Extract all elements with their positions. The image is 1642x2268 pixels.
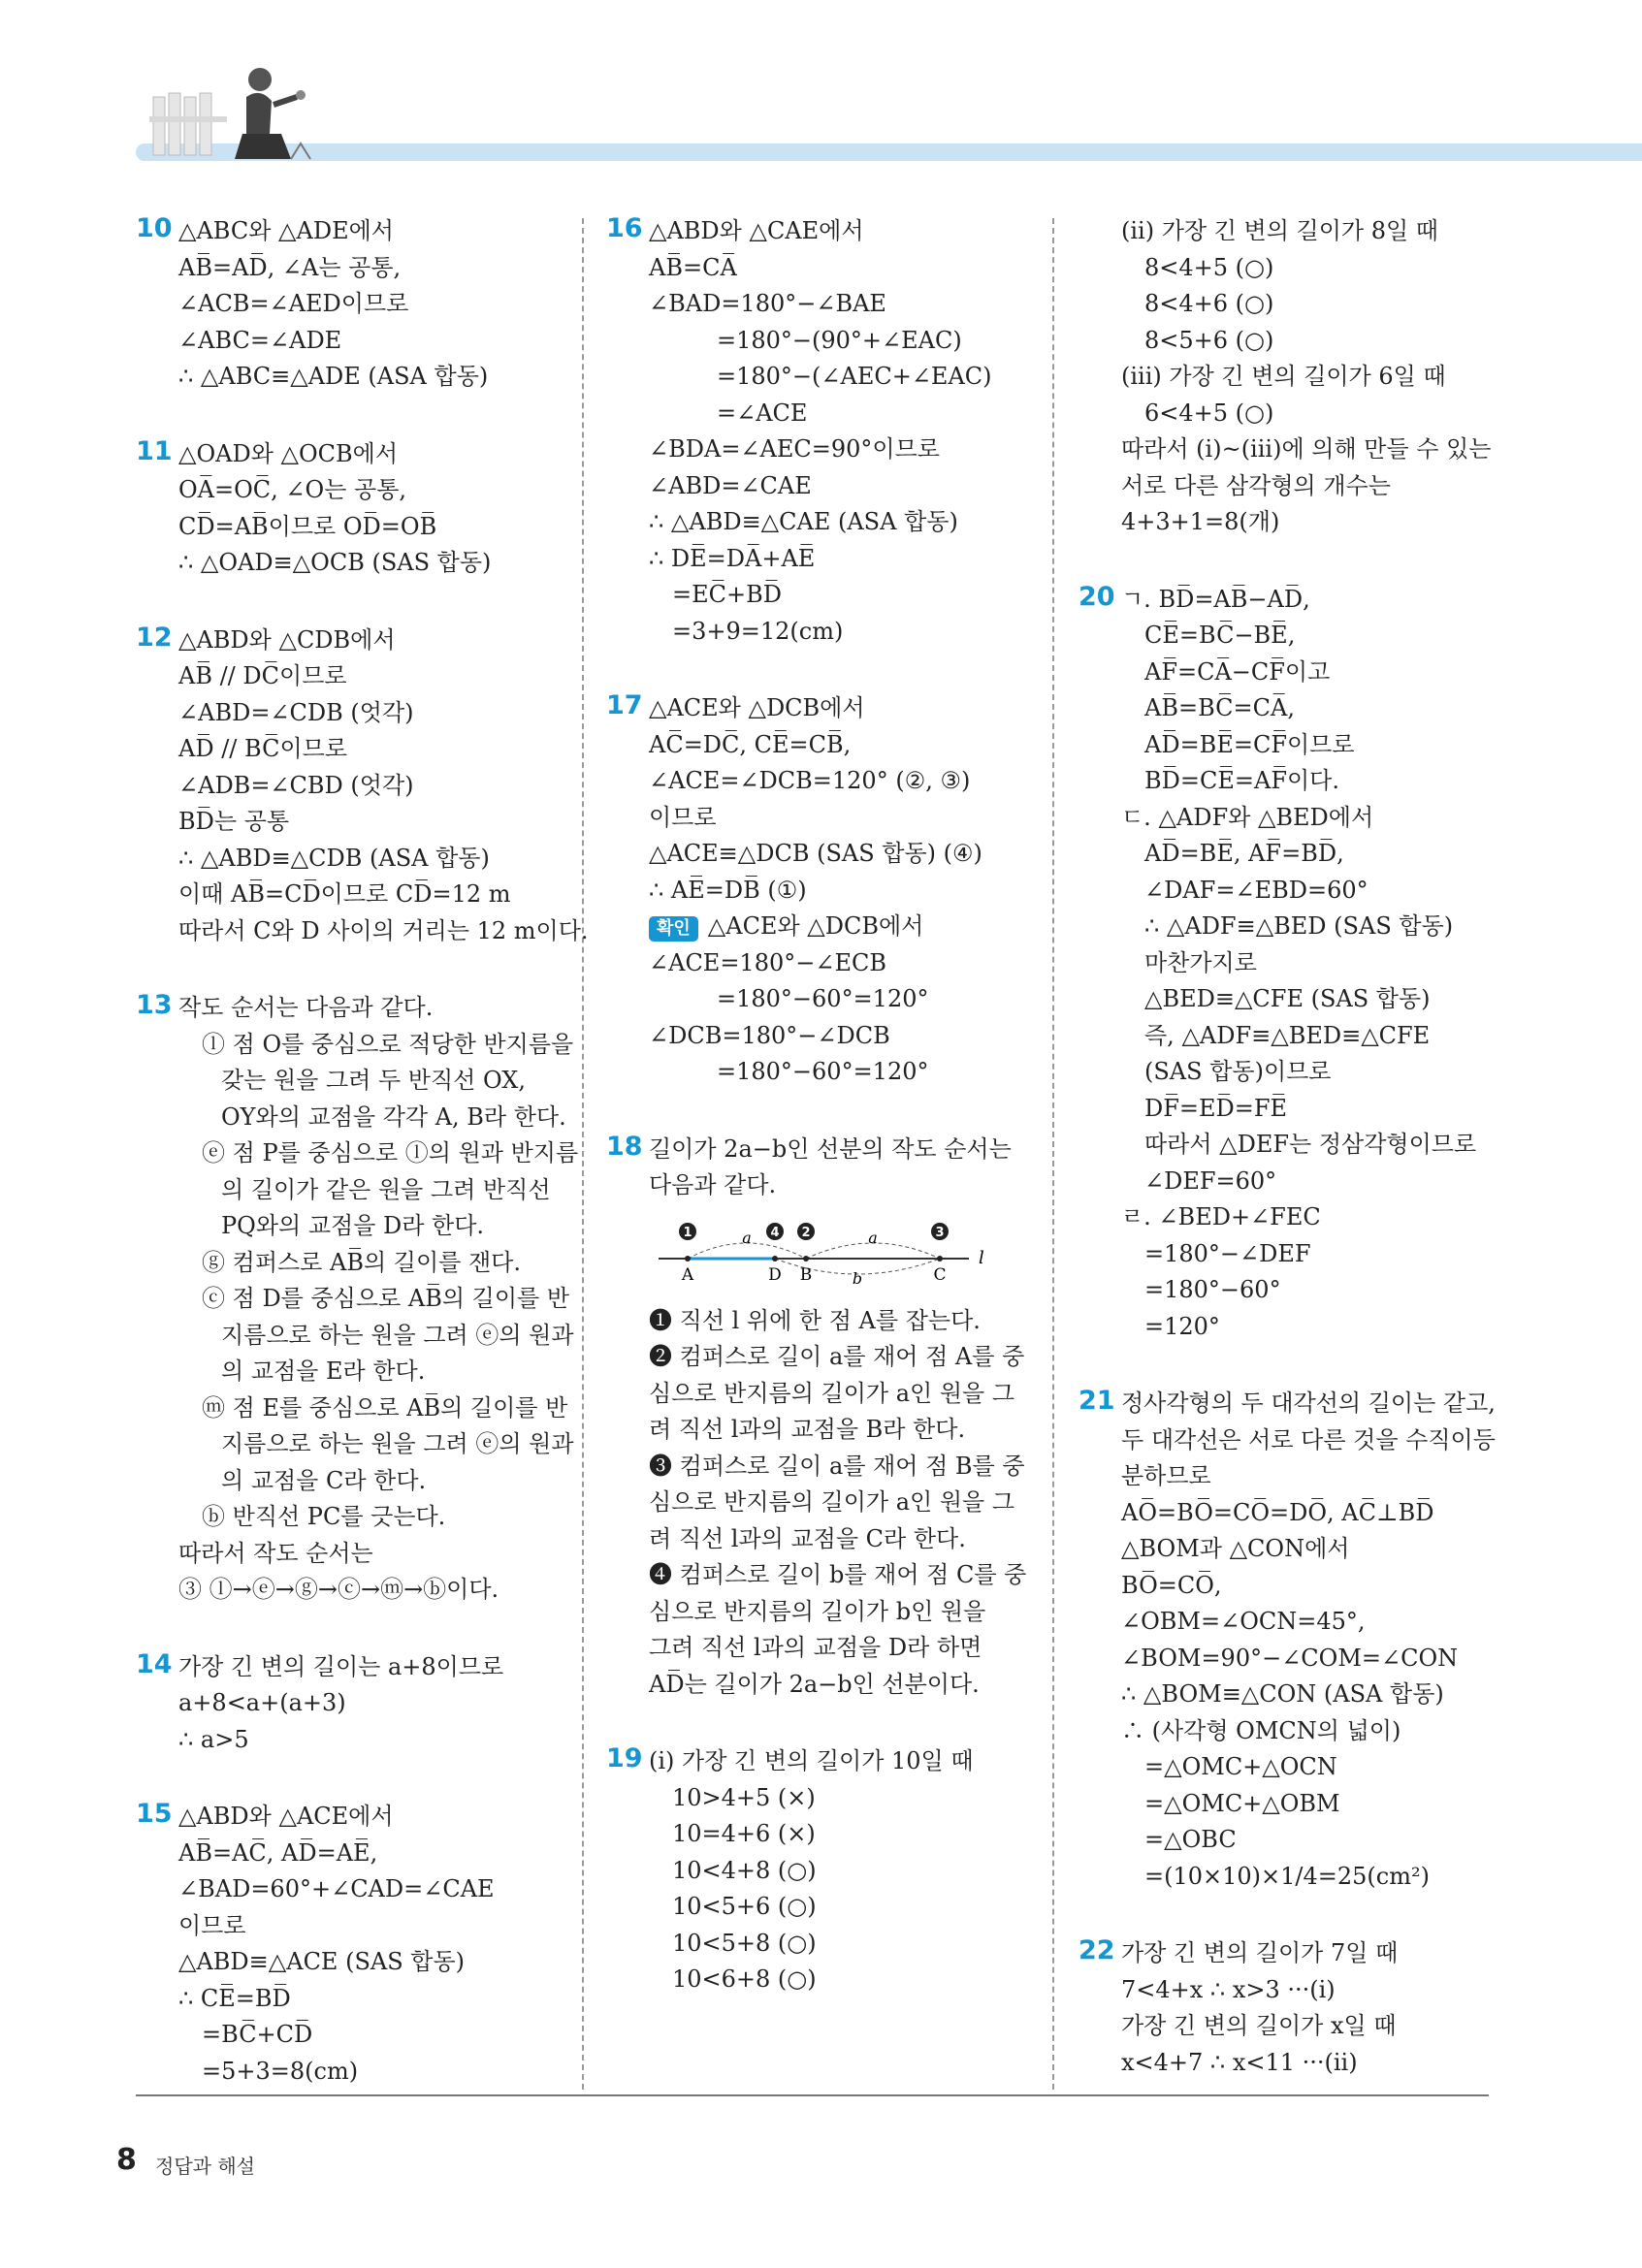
solution-line: =△OMC+△OCN bbox=[1144, 1753, 1337, 1780]
solution-line: =120° bbox=[1144, 1312, 1220, 1340]
column-1 bbox=[136, 213, 589, 2130]
solution-line bbox=[649, 909, 1033, 945]
problem-body bbox=[649, 213, 1033, 650]
solution-line: 서로 다른 삼각형의 개수는 bbox=[1121, 471, 1391, 499]
solution-line: AD̅=BE̅, AF̅=BD̅, bbox=[1144, 840, 1344, 867]
problem-body bbox=[178, 436, 563, 582]
step-marker-label: 3 bbox=[935, 1225, 945, 1240]
solution-line: ❶ 직선 l 위에 한 점 A를 잡는다. bbox=[649, 1306, 981, 1334]
problem-number: 20 bbox=[1079, 581, 1115, 612]
solution-line: ❹ 컴퍼스로 길이 b를 재어 점 C를 중 bbox=[649, 1561, 1027, 1588]
problem-11 bbox=[136, 436, 563, 582]
solution-line: 8<4+6 (○) bbox=[1144, 290, 1274, 317]
solution-line: AF̅=CA̅−CF̅이고 bbox=[1144, 657, 1331, 686]
solution-line: 두 대각선은 서로 다른 것을 수직이등 bbox=[1121, 1425, 1496, 1453]
solution-line: =∠ACE bbox=[717, 399, 808, 427]
solution-line: ∴ △ABD≡△CDB (ASA 합동) bbox=[178, 844, 490, 872]
problem-body bbox=[649, 1743, 1033, 1998]
solution-line: ∠ACE=180°−∠ECB bbox=[649, 948, 886, 976]
solution-line: 10>4+5 (×) bbox=[672, 1783, 816, 1811]
solution-line: 6<4+5 (○) bbox=[1144, 399, 1274, 427]
problem-body bbox=[1121, 1386, 1505, 1895]
solution-line: =180°−(90°+∠EAC) bbox=[717, 326, 962, 354]
solution-line: ㄷ. △ADF와 △BED에서 bbox=[1121, 803, 1374, 831]
gardener-illustration bbox=[145, 58, 320, 165]
problem-22 bbox=[1079, 1935, 1505, 2081]
problem-body bbox=[1121, 213, 1505, 541]
solution-line: ㄱ. BD̅=AB̅−AD̅, bbox=[1121, 585, 1310, 613]
solution-line: (i) 가장 긴 변의 길이가 10일 때 bbox=[649, 1747, 974, 1774]
problem-20 bbox=[1079, 582, 1505, 1346]
solution-line: ∠ACB=∠AED이므로 bbox=[178, 290, 409, 317]
solution-line: CD̅=AB̅이므로 OD̅=OB̅ bbox=[178, 512, 437, 540]
solution-line: AB̅=BC̅=CA̅, bbox=[1144, 694, 1295, 721]
solution-line: =△OMC+△OBM bbox=[1144, 1789, 1340, 1817]
solution-line: ⓜ 점 E를 중심으로 AB̅의 길이를 반 bbox=[202, 1393, 568, 1421]
solution-line: 10<5+6 (○) bbox=[672, 1893, 817, 1920]
solution-line: 따라서 C와 D 사이의 거리는 12 m이다. bbox=[178, 916, 589, 944]
problem-number: 22 bbox=[1079, 1935, 1115, 1965]
solution-line: ∠ADB=∠CBD (엇각) bbox=[178, 771, 414, 799]
solution-line: 의 교점을 E라 한다. bbox=[221, 1358, 426, 1385]
solution-line: ∠ACE=∠DCB=120° (②, ③) bbox=[649, 767, 971, 794]
problem-18 bbox=[606, 1132, 1033, 1704]
solution-line: ⓖ 컴퍼스로 AB̅의 길이를 잰다. bbox=[202, 1248, 521, 1276]
solution-line: AB̅=CA̅ bbox=[649, 253, 737, 281]
point-B bbox=[803, 1256, 809, 1262]
solution-line: 의 길이가 같은 원을 그려 반직선 bbox=[221, 1175, 551, 1203]
solution-line: ⓒ 점 D를 중심으로 AB̅의 길이를 반 bbox=[202, 1285, 570, 1312]
solution-line: =180°−60° bbox=[1144, 1276, 1281, 1303]
solution-line: ∴ DE̅=DA̅+AE̅ bbox=[649, 544, 816, 572]
solution-line: 10<5+8 (○) bbox=[672, 1929, 817, 1957]
solution-line: ∴ AE̅=DB̅ (①) bbox=[649, 876, 807, 904]
solution-line: ∴ △ADF≡△BED (SAS 합동) bbox=[1144, 912, 1454, 940]
solution-line: 의 교점을 C라 한다. bbox=[221, 1466, 427, 1494]
solution-line: ∴ a>5 bbox=[178, 1725, 249, 1753]
solution-line: OA̅=OC̅, ∠O는 공통, bbox=[178, 476, 407, 503]
solution-line: a+8<a+(a+3) bbox=[178, 1689, 346, 1716]
solution-line: 따라서 △DEF는 정삼각형이므로 bbox=[1144, 1131, 1477, 1158]
problem-body bbox=[178, 1799, 563, 2090]
solution-line: ∠DAF=∠EBD=60° bbox=[1144, 876, 1368, 904]
solution-line: AB̅=AD̅, ∠A는 공통, bbox=[178, 253, 402, 281]
problem-number: 19 bbox=[606, 1743, 643, 1773]
solution-line: ∠BOM=90°−∠COM=∠CON bbox=[1121, 1644, 1459, 1672]
solution-line: 마찬가지로 bbox=[1144, 948, 1257, 976]
problem-19 bbox=[606, 1743, 1033, 1998]
solution-line: 다음과 같다. bbox=[649, 1171, 777, 1198]
arc-b-label: b bbox=[852, 1268, 863, 1288]
solution-line: ∴ (사각형 OMCN의 넓이) bbox=[1121, 1716, 1401, 1744]
solution-line: 가장 긴 변의 길이가 7일 때 bbox=[1121, 1939, 1399, 1966]
solution-line: ∠BAD=60°+∠CAD=∠CAE bbox=[178, 1875, 495, 1902]
problem-number: 21 bbox=[1079, 1386, 1115, 1416]
point-label-B: B bbox=[799, 1264, 813, 1285]
solution-line: 작도 순서는 다음과 같다. bbox=[178, 994, 434, 1021]
solution-line: 따라서 (i)~(iii)에 의해 만들 수 있는 bbox=[1121, 435, 1492, 463]
column-2 bbox=[606, 213, 1033, 2039]
point-D bbox=[772, 1256, 778, 1262]
problem-16 bbox=[606, 213, 1033, 650]
solution-line: 심으로 반지름의 길이가 b인 원을 bbox=[649, 1597, 986, 1625]
problem-number: 11 bbox=[136, 435, 173, 466]
problem-body bbox=[649, 1132, 1033, 1704]
solution-line: ∴ △ABC≡△ADE (ASA 합동) bbox=[178, 363, 489, 390]
solution-line: ③ ⓛ→ⓔ→ⓖ→ⓒ→ⓜ→ⓑ이다. bbox=[178, 1576, 499, 1603]
solution-line: 7<4+x ∴ x>3 ···(i) bbox=[1121, 1975, 1336, 2003]
solution-line: △OAD와 △OCB에서 bbox=[178, 439, 399, 467]
solution-line: (iii) 가장 긴 변의 길이가 6일 때 bbox=[1121, 363, 1446, 390]
solution-line: 갖는 원을 그려 두 반직선 OX, bbox=[221, 1067, 526, 1094]
step-marker-label: 4 bbox=[770, 1225, 780, 1240]
solution-line: AD̅는 길이가 2a−b인 선분이다. bbox=[649, 1670, 980, 1698]
solution-line: ∴ △BOM≡△CON (ASA 합동) bbox=[1121, 1680, 1444, 1708]
solution-line: 8<4+5 (○) bbox=[1144, 253, 1274, 281]
point-label-A: A bbox=[681, 1264, 694, 1285]
problem-body bbox=[178, 1649, 563, 1759]
solution-line: ∴ CE̅=BD̅ bbox=[178, 1984, 291, 2012]
solution-line: 려 직선 l과의 교점을 C라 한다. bbox=[649, 1524, 966, 1552]
solution-line: ❸ 컴퍼스로 길이 a를 재어 점 B를 중 bbox=[649, 1452, 1025, 1480]
solution-line: △BOM과 △CON에서 bbox=[1121, 1535, 1350, 1562]
solution-line: 길이가 2a−b인 선분의 작도 순서는 bbox=[649, 1134, 1012, 1163]
solution-line: ∠DEF=60° bbox=[1144, 1166, 1277, 1195]
solution-line: △ABC와 △ADE에서 bbox=[178, 217, 394, 244]
solution-line: x<4+7 ∴ x<11 ···(ii) bbox=[1121, 2048, 1358, 2076]
problem-21 bbox=[1079, 1386, 1505, 1895]
solution-line: ∠DCB=180°−∠DCB bbox=[649, 1021, 890, 1049]
solution-line: (ii) 가장 긴 변의 길이가 8일 때 bbox=[1121, 217, 1438, 244]
solution-line: △ABD와 △ACE에서 bbox=[178, 1803, 394, 1830]
problem-number: 18 bbox=[606, 1131, 643, 1162]
solution-line: 지름으로 하는 원을 그려 ⓔ의 원과 bbox=[221, 1321, 574, 1349]
solution-line: AC̅=DC̅, CE̅=CB̅, bbox=[649, 730, 852, 758]
solution-line: △ABD≡△ACE (SAS 합동) bbox=[178, 1948, 466, 1975]
solution-line: 정사각형의 두 대각선의 길이는 같고, bbox=[1121, 1390, 1496, 1417]
solution-line: =180°−∠DEF bbox=[1144, 1239, 1311, 1267]
solution-line: DF̅=ED̅=FE̅ bbox=[1144, 1094, 1288, 1122]
solution-line: OY와의 교점을 각각 A, B라 한다. bbox=[221, 1102, 566, 1131]
solution-line: 지름으로 하는 원을 그려 ⓔ의 원과 bbox=[221, 1430, 574, 1457]
solution-line: ∠BAD=180°−∠BAE bbox=[649, 290, 886, 317]
solution-line: ⓑ 반직선 PC를 긋는다. bbox=[202, 1503, 446, 1530]
problem-body bbox=[649, 690, 1033, 1091]
solution-line: △ACE와 △DCB에서 bbox=[649, 694, 865, 721]
solution-line: △ACE≡△DCB (SAS 합동) (④) bbox=[649, 840, 982, 867]
problem-number: 16 bbox=[606, 213, 643, 243]
problem-10 bbox=[136, 213, 563, 396]
solution-line: 이때 AB̅=CD̅이므로 CD̅=12 m bbox=[178, 880, 511, 908]
column-divider-2 bbox=[1052, 218, 1054, 2090]
problem-17 bbox=[606, 690, 1033, 1091]
problem-number: 15 bbox=[136, 1799, 173, 1829]
solution-line: 가장 긴 변의 길이가 x일 때 bbox=[1121, 2012, 1397, 2039]
solution-line: PQ와의 교점을 D라 한다. bbox=[221, 1212, 485, 1239]
solution-line: ∠ABC=∠ADE bbox=[178, 326, 342, 354]
solution-line: 이므로 bbox=[649, 803, 717, 831]
solution-line: 심으로 반지름의 길이가 a인 원을 그 bbox=[649, 1379, 1015, 1407]
solution-line: BD̅는 공통 bbox=[178, 808, 290, 835]
problem-cont bbox=[1079, 213, 1505, 541]
solution-line: AD̅ // BC̅이므로 bbox=[178, 735, 348, 762]
solution-line: (SAS 합동)이므로 bbox=[1144, 1058, 1332, 1085]
solution-line: AB̅=AC̅, AD̅=AE̅, bbox=[178, 1838, 378, 1867]
problem-13 bbox=[136, 990, 579, 1609]
solution-line: ⓔ 점 P를 중심으로 ⓛ의 원과 반지름 bbox=[202, 1139, 579, 1166]
solution-line: =EC̅+BD̅ bbox=[672, 581, 782, 608]
solution-line: =180°−(∠AEC+∠EAC) bbox=[717, 363, 992, 390]
solution-line: ∠ABD=∠CDB (엇각) bbox=[178, 698, 414, 726]
solution-line: 려 직선 l과의 교점을 B라 한다. bbox=[649, 1416, 966, 1443]
solution-line: 따라서 작도 순서는 bbox=[178, 1539, 373, 1567]
solution-line: =180°−60°=120° bbox=[717, 1058, 929, 1085]
problem-body bbox=[178, 623, 589, 950]
problem-number: 12 bbox=[136, 622, 173, 653]
page-number: 8 bbox=[116, 2143, 137, 2177]
step-marker-label: 2 bbox=[801, 1225, 811, 1240]
solution-line: 분하므로 bbox=[1121, 1462, 1211, 1489]
solution-line: =(10×10)×1/4=25(cm²) bbox=[1144, 1862, 1430, 1890]
solution-line: 10=4+6 (×) bbox=[672, 1820, 816, 1847]
solution-line: =5+3=8(cm) bbox=[202, 2057, 359, 2085]
problem-number: 14 bbox=[136, 1648, 173, 1679]
solution-line: BD̅=CE̅=AF̅이다. bbox=[1144, 767, 1339, 794]
bottom-rule bbox=[136, 2094, 1489, 2096]
solution-line: △BED≡△CFE (SAS 합동) bbox=[1144, 985, 1431, 1012]
problem-body bbox=[178, 213, 563, 396]
column-3 bbox=[1079, 213, 1505, 2122]
header-band bbox=[136, 144, 1642, 161]
line-l-label: l bbox=[979, 1247, 984, 1268]
point-A bbox=[685, 1256, 691, 1262]
problem-14 bbox=[136, 1649, 563, 1759]
problem-body bbox=[1121, 582, 1505, 1346]
solution-line: ∠ABD=∠CAE bbox=[649, 471, 812, 499]
solution-line-text: △ACE와 △DCB에서 bbox=[707, 912, 924, 940]
solution-line: 8<5+6 (○) bbox=[1144, 326, 1274, 354]
problem-number: 17 bbox=[606, 690, 643, 720]
solution-line: AO̅=BO̅=CO̅=DO̅, AC̅⊥BD̅ bbox=[1121, 1498, 1434, 1526]
solution-line: △ABD와 △CDB에서 bbox=[178, 625, 396, 654]
solution-line: BO̅=CO̅, bbox=[1121, 1571, 1222, 1599]
footer-label: 정답과 해설 bbox=[155, 2155, 255, 2178]
solution-line: =180°−60°=120° bbox=[717, 985, 929, 1012]
step-marker-label: 1 bbox=[683, 1225, 692, 1240]
arc-a-1-label: a bbox=[742, 1228, 752, 1247]
solution-line: AB̅ // DC̅이므로 bbox=[178, 662, 347, 689]
confirm-badge: 확인 bbox=[649, 916, 698, 942]
solution-line: ∠BDA=∠AEC=90°이므로 bbox=[649, 435, 940, 463]
solution-line: 그려 직선 l과의 교점을 D라 하면 bbox=[649, 1634, 982, 1661]
solution-line: ❷ 컴퍼스로 길이 a를 재어 점 A를 중 bbox=[649, 1343, 1025, 1370]
solution-line: ㄹ. ∠BED+∠FEC bbox=[1121, 1203, 1321, 1230]
point-label-D: D bbox=[768, 1264, 782, 1285]
arc-a-2-label: a bbox=[868, 1228, 878, 1247]
problem-body bbox=[1121, 1935, 1505, 2081]
solution-line: CE̅=BC̅−BE̅, bbox=[1144, 622, 1296, 649]
solution-line: =BC̅+CD̅ bbox=[202, 2021, 313, 2048]
problem-12 bbox=[136, 622, 589, 950]
solution-line: 10<6+8 (○) bbox=[672, 1965, 817, 1993]
solution-line: 심으로 반지름의 길이가 a인 원을 그 bbox=[649, 1488, 1015, 1516]
solution-line: 즉, △ADF≡△BED≡△CFE bbox=[1144, 1021, 1431, 1049]
solution-line: 10<4+8 (○) bbox=[672, 1856, 817, 1884]
solution-line: =3+9=12(cm) bbox=[672, 617, 844, 645]
solution-line: ∴ △ABD≡△CAE (ASA 합동) bbox=[649, 508, 958, 535]
solution-line: 가장 긴 변의 길이는 a+8이므로 bbox=[178, 1652, 504, 1680]
solution-line: 이므로 bbox=[178, 1911, 246, 1939]
problem-number: 10 bbox=[136, 213, 173, 243]
column-divider-1 bbox=[582, 218, 584, 2090]
solution-line: ∠OBM=∠OCN=45°, bbox=[1121, 1608, 1366, 1635]
problem-15 bbox=[136, 1799, 563, 2090]
solution-line: ⓛ 점 O를 중심으로 적당한 반지름을 bbox=[202, 1030, 574, 1058]
problem-number: 13 bbox=[136, 990, 173, 1020]
solution-line: AD̅=BE̅=CF̅이므로 bbox=[1144, 730, 1355, 758]
point-label-C: C bbox=[933, 1264, 947, 1285]
problem-body bbox=[178, 990, 579, 1609]
solution-line: △ABD와 △CAE에서 bbox=[649, 217, 864, 244]
solution-line: 4+3+1=8(개) bbox=[1121, 508, 1280, 535]
solution-line: =△OBC bbox=[1144, 1826, 1237, 1853]
point-C bbox=[937, 1256, 943, 1262]
solution-line: ∴ △OAD≡△OCB (SAS 합동) bbox=[178, 549, 492, 576]
segment-construction-diagram bbox=[649, 1210, 998, 1297]
